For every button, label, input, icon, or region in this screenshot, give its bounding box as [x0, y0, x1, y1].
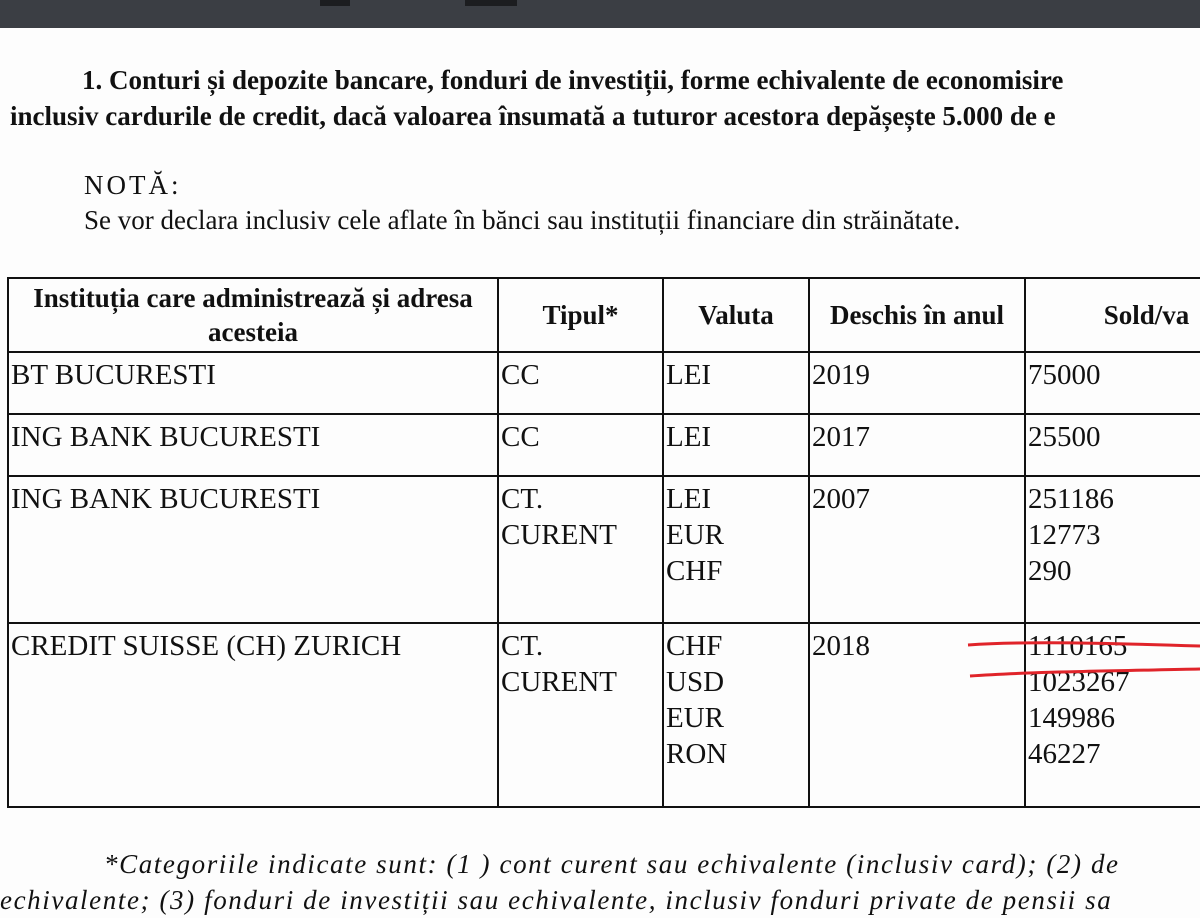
note-title: NOTĂ:: [84, 170, 182, 200]
cell-year: 2007: [809, 476, 1025, 623]
cell-institution: CREDIT SUISSE (CH) ZURICH: [8, 623, 498, 807]
cell-type: CT. CURENT: [498, 623, 663, 807]
viewer-toolbar: [0, 0, 1200, 28]
cell-year: 2017: [809, 414, 1025, 476]
cell-currency: LEI: [663, 414, 809, 476]
table-row: [8, 352, 1200, 414]
heading-line-2: inclusiv cardurile de credit, dacă valoarea însumată a tuturor acestora depășește 5.000 de e: [10, 101, 1056, 131]
footnote-line-1: *Categoriile indicate sunt: (1 ) cont curent sau echivalente (inclusiv card); (2) de: [104, 849, 1120, 879]
cell-type: CC: [498, 414, 663, 476]
note-text: Se vor declara inclusiv cele aflate în bănci sau instituții financiare din străinătate.: [84, 205, 961, 235]
footnote-line-2: echivalente; (3) fonduri de investiții sau echivalente, inclusiv fonduri private de pensii sa: [0, 885, 1113, 915]
cell-balance: 25500: [1025, 414, 1200, 476]
cell-institution: ING BANK BUCURESTI: [8, 414, 498, 476]
header-institution: Instituția care administrează și adresa acesteia: [8, 278, 498, 352]
cell-currency: CHF USD EUR RON: [663, 623, 809, 807]
cell-balance: 75000: [1025, 352, 1200, 414]
cell-balance: 251186 12773 290: [1025, 476, 1200, 623]
header-opened-year: Deschis în anul: [809, 278, 1025, 352]
header-currency: Valuta: [663, 278, 809, 352]
table-row: [8, 476, 1200, 623]
cell-type: CT. CURENT: [498, 476, 663, 623]
accounts-table: [7, 277, 1200, 808]
red-annotation-marks: [965, 636, 1200, 686]
header-balance: Sold/va: [1025, 278, 1200, 352]
footnote: [0, 846, 1200, 918]
cell-year: 2018: [809, 623, 1025, 807]
cell-type: CC: [498, 352, 663, 414]
section-heading: [10, 62, 1200, 134]
table-row: [8, 414, 1200, 476]
header-type: Tipul*: [498, 278, 663, 352]
red-underline-mark: [968, 643, 1200, 646]
red-underline-mark: [970, 669, 1200, 676]
toolbar-control[interactable]: [465, 0, 517, 6]
cell-institution: BT BUCURESTI: [8, 352, 498, 414]
cell-currency: LEI EUR CHF: [663, 476, 809, 623]
table-header-row: [8, 278, 1200, 352]
cell-institution: ING BANK BUCURESTI: [8, 476, 498, 623]
cell-year: 2019: [809, 352, 1025, 414]
cell-balance: 1110165 1023267 149986 46227: [1025, 623, 1200, 807]
toolbar-control[interactable]: [320, 0, 350, 6]
cell-currency: LEI: [663, 352, 809, 414]
heading-line-1: 1. Conturi și depozite bancare, fonduri de investiții, forme echivalente de economisire: [82, 65, 1064, 95]
